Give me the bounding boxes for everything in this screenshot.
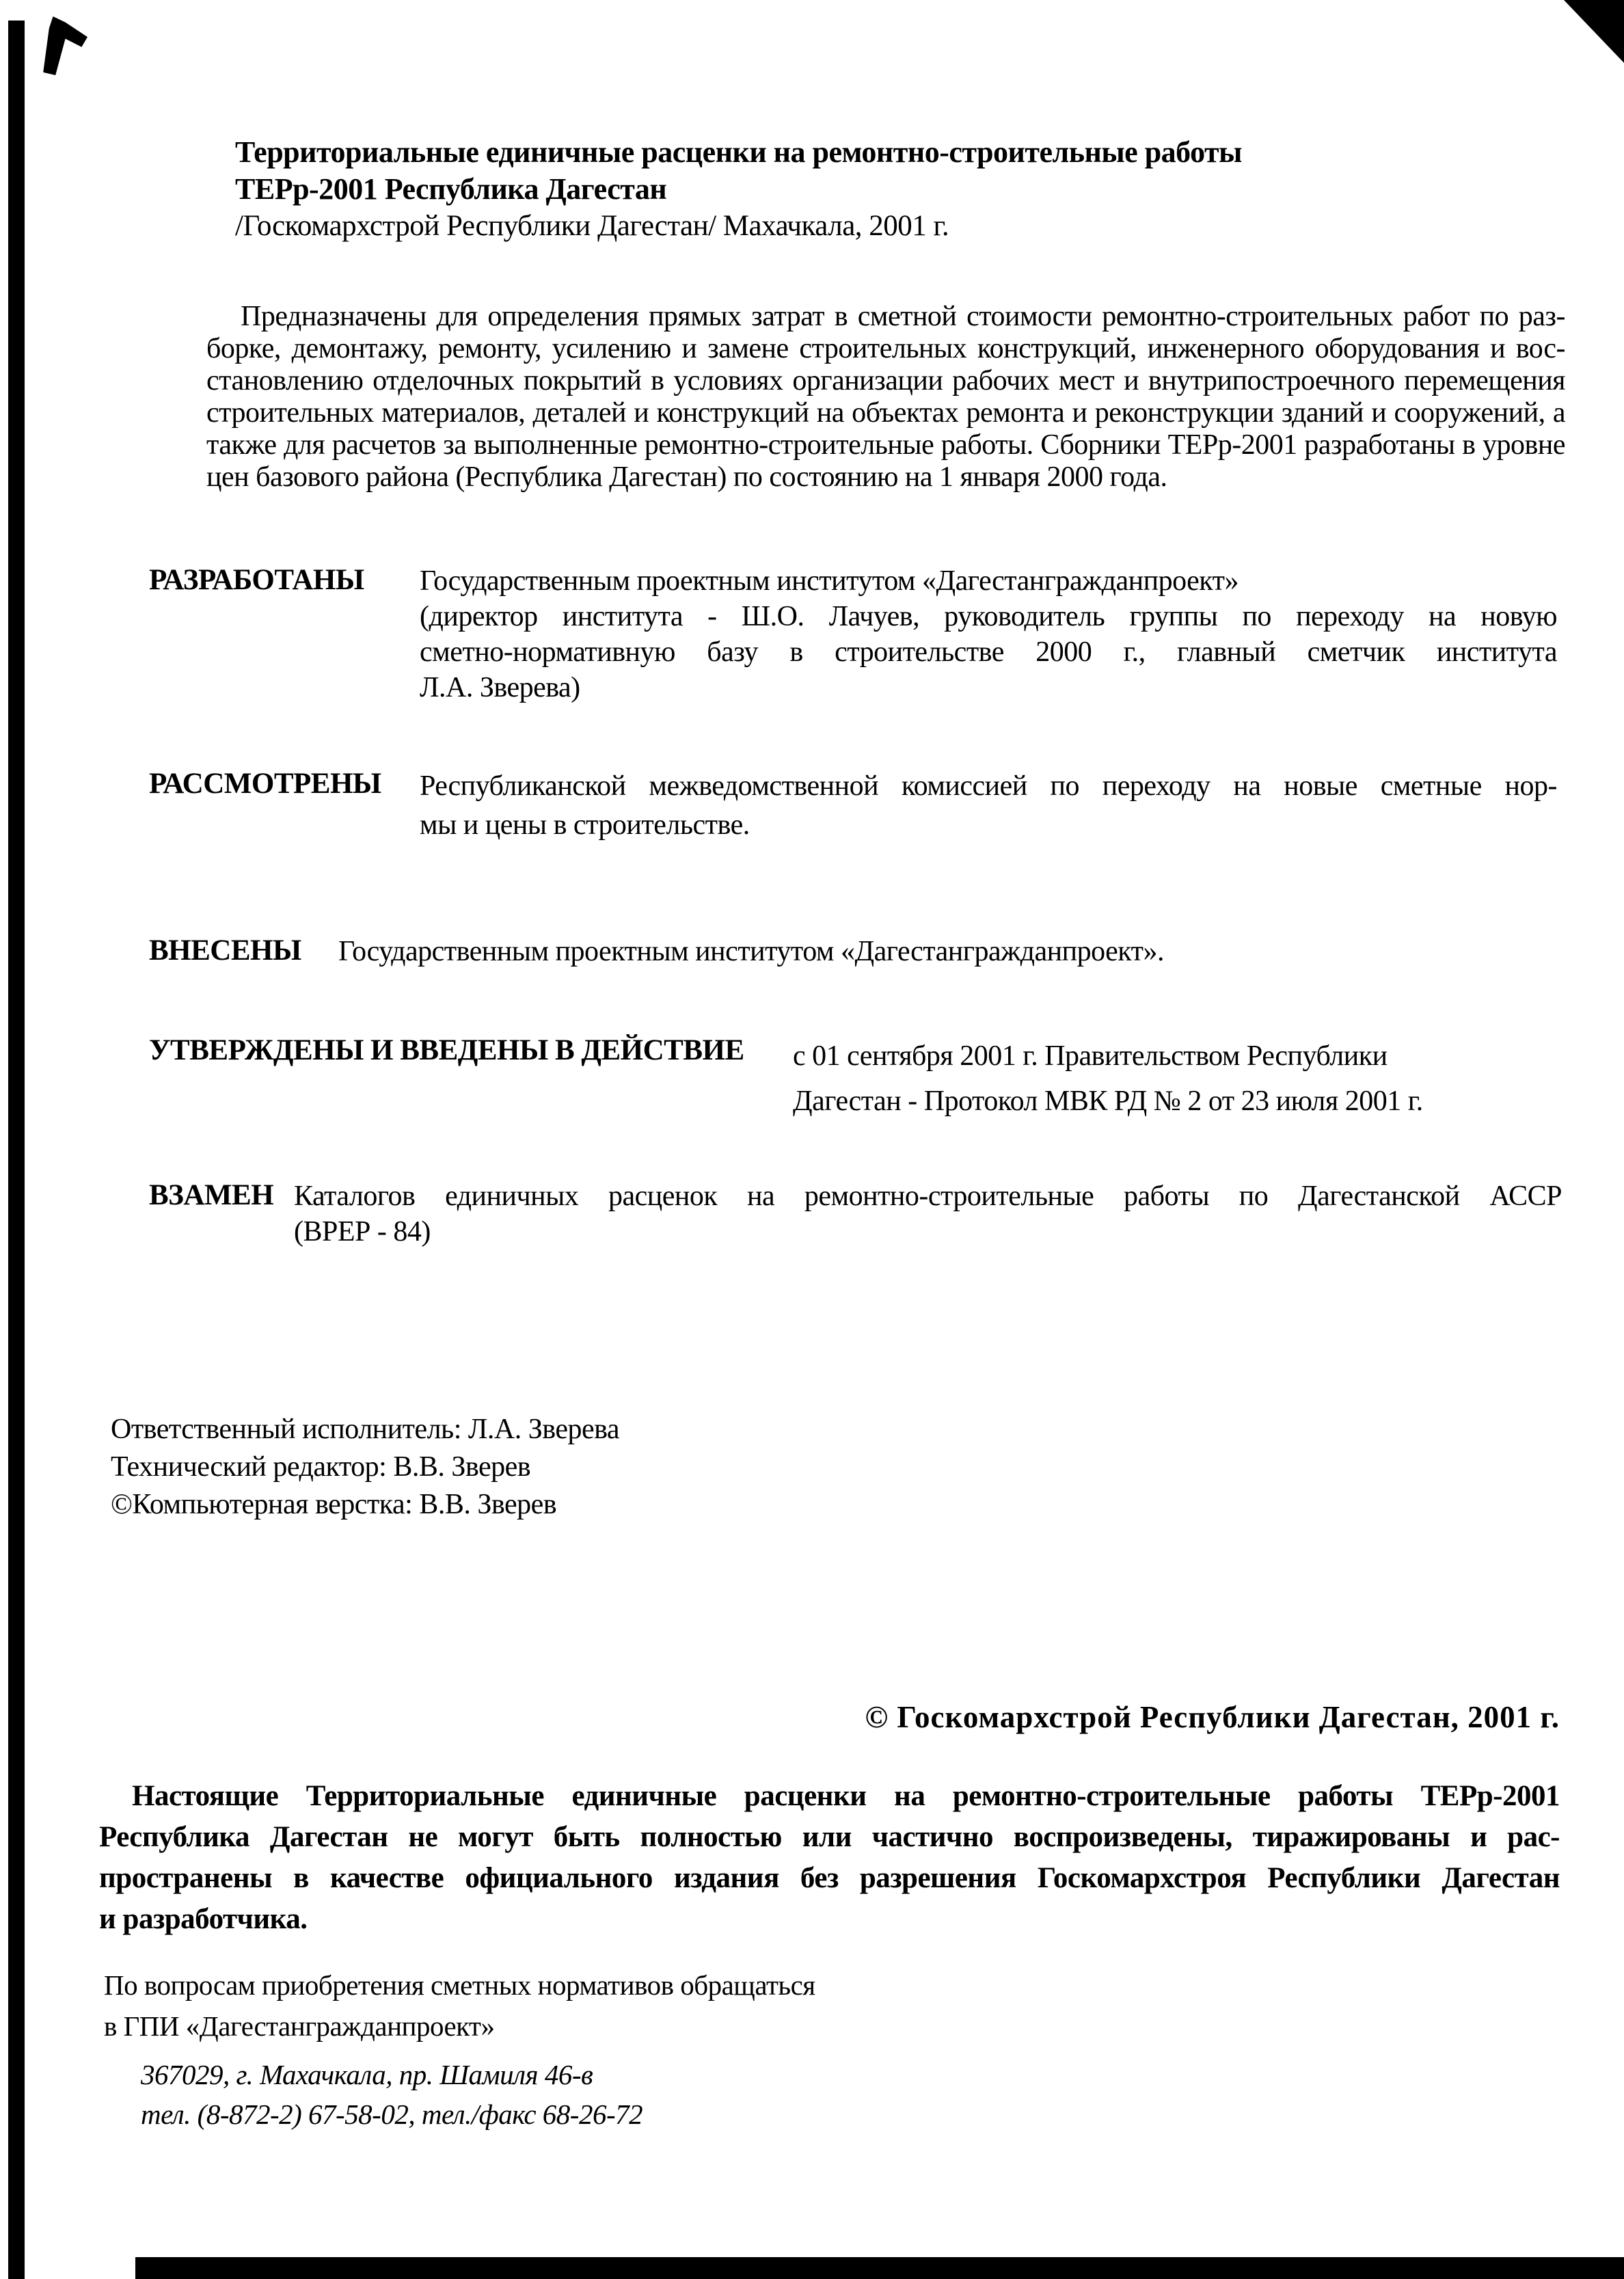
- section-text-reviewed: [420, 767, 1557, 845]
- section-line: Государственным проектным институтом «Дагестангражданпроект».: [338, 936, 1164, 967]
- section-text-approved: [793, 1034, 1565, 1124]
- intro-line: строительных материалов, деталей и конструкций на объектах ремонта и реконструкции зданий и сооружений, а: [206, 397, 1565, 429]
- section-label-developed: РАЗРАБОТАНЫ: [149, 564, 364, 596]
- address-block: [141, 2055, 642, 2134]
- contact-line-2: в ГПИ «Дагестангражданпроект»: [104, 2010, 495, 2042]
- section-line: Республиканской межведомственной комиссией по переходу на новые сметные нор-: [420, 770, 1557, 802]
- section-line: Л.А. Зверева): [420, 672, 580, 703]
- intro-line: становлению отделочных покрытий в условиях организации рабочих мест и внутрипостроечного перемещения: [206, 365, 1565, 396]
- section-label-submitted: ВНЕСЕНЫ: [149, 934, 301, 967]
- notice-line: Республика Дагестан не могут быть полностью или частично воспроизведены, тиражированы и рас-: [99, 1821, 1560, 1853]
- section-line: мы и цены в строительстве.: [420, 809, 750, 841]
- section-text-submitted: [338, 934, 1569, 969]
- copyright-line: © Госкомархстрой Республики Дагестан, 2001 г.: [865, 1700, 1560, 1734]
- section-line: с 01 сентября 2001 г. Правительством Республики: [793, 1040, 1388, 1072]
- section-line: сметно-нормативную базу в строительстве 2000 г., главный сметчик института: [420, 636, 1557, 668]
- credits-block: [111, 1411, 619, 1524]
- intro-line: Предназначены для определения прямых затрат в сметной стоимости ремонтно-строительных работ по раз-: [241, 301, 1565, 332]
- notice-line: Настоящие Территориальные единичные расценки на ремонтно-строительные работы ТЕРр-2001: [132, 1780, 1560, 1812]
- section-text-replaces: [294, 1178, 1562, 1250]
- intro-line: борке, демонтажу, ремонту, усилению и замене строительных конструкций, инженерного оборудования и вос-: [206, 333, 1565, 364]
- scan-artifact-top-left-mark: [38, 16, 87, 75]
- title-imprint-line: /Госкомархстрой Республики Дагестан/ Махачкала, 2001 г.: [235, 210, 949, 242]
- section-line: (ВРЕР - 84): [294, 1216, 431, 1248]
- title-block: [235, 134, 1242, 245]
- credit-line-layout: ©Компьютерная верстка: В.В. Зверев: [111, 1489, 557, 1520]
- credit-line-executor: Ответственный исполнитель: Л.А. Зверева: [111, 1414, 620, 1445]
- section-line: Государственным проектным институтом «Дагестангражданпроект»: [420, 565, 1239, 597]
- notice-line: пространены в качестве официального издания без разрешения Госкомархстроя Республики Дагестан: [99, 1862, 1560, 1894]
- section-label-approved: УТВЕРЖДЕНЫ И ВВЕДЕНЫ В ДЕЙСТВИЕ: [149, 1034, 744, 1066]
- section-text-developed: [420, 563, 1557, 705]
- section-label-reviewed: РАССМОТРЕНЫ: [149, 768, 381, 800]
- notice-line: и разработчика.: [99, 1903, 308, 1935]
- intro-paragraph: [206, 301, 1565, 494]
- scan-artifact-left-bar: [8, 21, 25, 2279]
- section-label-replaces: ВЗАМЕН: [149, 1179, 274, 1211]
- title-line-2: ТЕРр-2001 Республика Дагестан: [235, 172, 667, 206]
- scan-artifact-top-right-corner: [1564, 0, 1624, 63]
- contact-block: [104, 1965, 815, 2047]
- address-line: 367029, г. Махачкала, пр. Шамиля 46-в: [141, 2059, 593, 2090]
- scan-artifact-bottom-bar: [135, 2257, 1624, 2279]
- phone-line: тел. (8-872-2) 67-58-02, тел./факс 68-26-72: [141, 2099, 643, 2130]
- credit-line-editor: Технический редактор: В.В. Зверев: [111, 1451, 531, 1483]
- notice-paragraph: [99, 1776, 1560, 1940]
- title-line-1: Территориальные единичные расценки на ремонтно-строительные работы: [235, 135, 1242, 169]
- intro-line: также для расчетов за выполненные ремонтно-строительные работы. Сборники ТЕРр-2001 разработаны в уровне: [206, 429, 1565, 461]
- intro-line: цен базового района (Республика Дагестан) по состоянию на 1 января 2000 года.: [206, 461, 1167, 493]
- section-line: Дагестан - Протокол МВК РД № 2 от 23 июля 2001 г.: [793, 1085, 1423, 1117]
- contact-line-1: По вопросам приобретения сметных нормативов обращаться: [104, 1969, 815, 2001]
- section-line: Каталогов единичных расценок на ремонтно-строительные работы по Дагестанской АССР: [294, 1181, 1562, 1212]
- section-line: (директор института - Ш.О. Лачуев, руководитель группы по переходу на новую: [420, 601, 1557, 632]
